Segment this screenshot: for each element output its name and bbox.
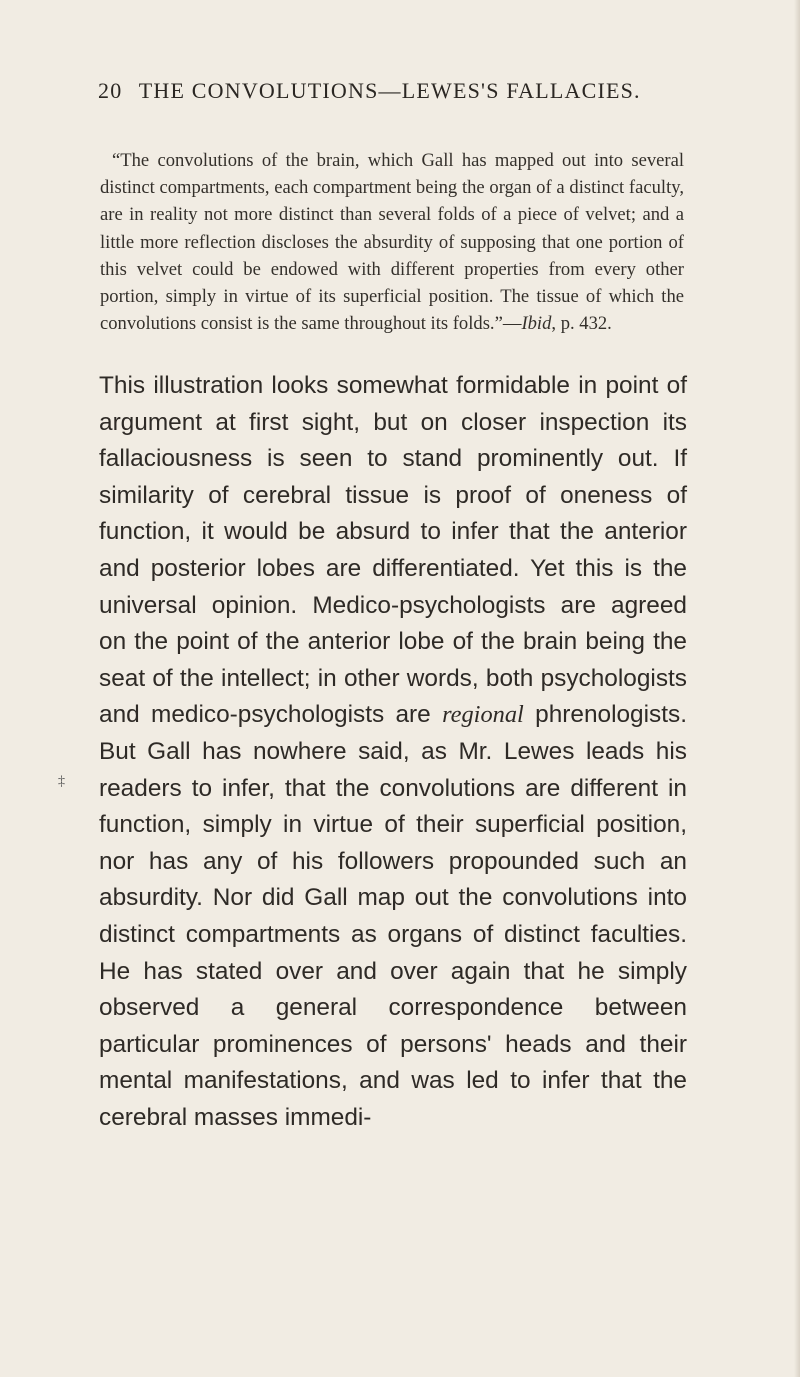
body-text-part-1: This illustration looks somewhat formidable in point of argument at first sight, but on closer inspection its fallaciousness is seen to stand prominently out. If similarity of cerebral tissue is proof of oneness of function, it would be absurd to infer that the anterior and posterior lobes are differentiated. Yet this is the universal opinion. Medico-psychologists are agreed on the point of the anterior lobe of the brain being the seat of the intellect; in other words, both psychologists and medico-psychologists are [99,372,687,729]
quote-text: “The convolutions of the brain, which Gall has mapped out into several distinct compartments, each compartment being the organ of a distinct faculty, are in reality not more distinct than several folds of a piece of velvet; and a little more reflection discloses the absurdity of supposing that one portion of this velvet could be endowed with different properties from every other portion, simply in virtue of its superficial position. The tissue of which the convolutions consist is the same throughout its folds.”— [100,150,684,335]
paragraph-text [99,368,687,1136]
body-text-part-2: phrenologists. But Gall has nowhere said, as Mr. Lewes leads his readers to infer, that the convolutions are different in function, simply in virtue of their superficial position, nor has any of his followers propounded such an absurdity. Nor did Gall map out the convolutions into distinct compartments as organs of distinct faculties. He has stated over and over again that he simply observed a general correspondence between particular prominences of persons' heads and their mental manifestations, and was led to infer that the cerebral masses immedi- [99,701,687,1131]
page-edge [794,0,800,1377]
citation-ibid: Ibid [521,313,552,335]
block-quote [100,147,684,337]
running-title: THE CONVOLUTIONS—LEWES'S FALLACIES. [138,78,641,103]
page-number: 20 [98,78,123,103]
margin-mark: ‡ [58,774,65,789]
quote-paragraph [100,147,684,337]
emphasis-regional: regional [442,701,524,729]
body-paragraph [99,368,687,1136]
citation-page: , p. 432. [551,313,612,335]
running-header [98,78,698,104]
